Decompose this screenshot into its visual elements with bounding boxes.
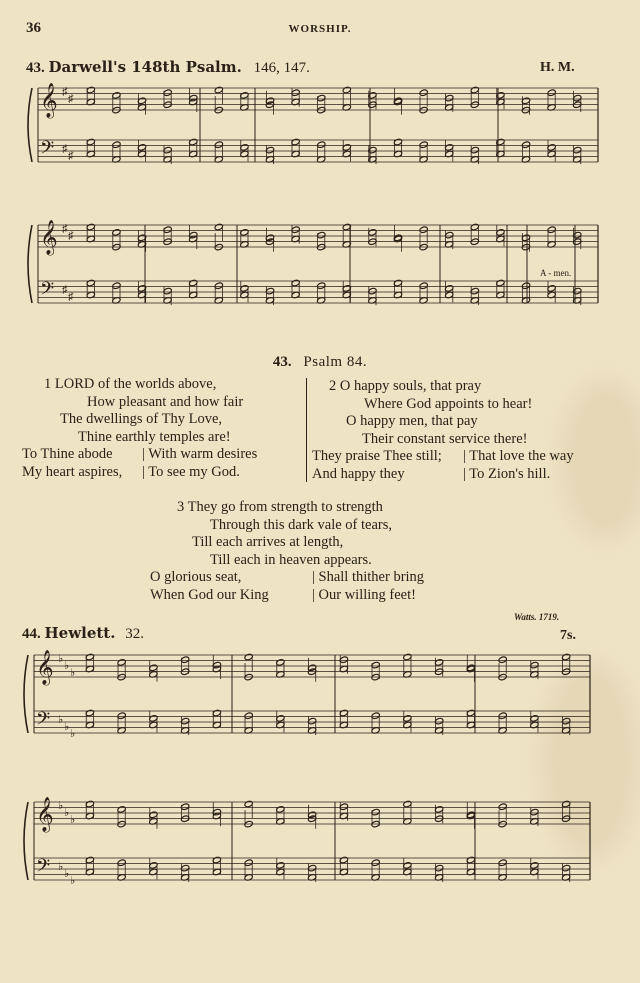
tune-44-meter: 7s.: [560, 628, 576, 643]
key-signature-icon: ♭: [64, 807, 70, 819]
key-signature-icon: ♯: [68, 93, 74, 105]
key-signature-icon: ♯: [62, 86, 68, 98]
key-signature-icon: ♯: [68, 150, 74, 162]
tune-44-heading: [22, 624, 144, 643]
verse-1: [22, 376, 257, 482]
verse-2-line: 2 O happy souls, that pray: [329, 378, 482, 394]
brace: [28, 88, 32, 162]
running-head: WORSHIP.: [288, 23, 352, 35]
treble-clef-icon: 𝄞: [36, 650, 54, 685]
verse-1-line: How pleasant and how fair: [87, 393, 244, 410]
verse-3-line: 3 They go from strength to strength: [177, 499, 383, 515]
brace: [28, 225, 32, 303]
key-signature-icon: ♭: [58, 861, 64, 873]
bass-clef-icon: 𝄢: [40, 279, 55, 304]
key-signature-icon: ♯: [62, 284, 68, 296]
verse-1-line: The dwellings of Thy Love,: [60, 411, 223, 428]
key-signature-icon: ♭: [58, 800, 64, 812]
page-number: 36: [26, 20, 41, 36]
verse-3-line: Through this dark vale of tears,: [210, 516, 393, 533]
key-signature-icon: ♭: [70, 875, 76, 887]
key-signature-icon: ♭: [64, 868, 70, 880]
psalm-heading: [0, 354, 640, 371]
key-signature-icon: ♭: [64, 660, 70, 672]
amen-lyric: A - men.: [540, 268, 572, 278]
key-signature-icon: ♭: [70, 667, 76, 679]
key-signature-icon: ♯: [68, 230, 74, 242]
verse-3-couplet: When God our King | Our willing feet!: [150, 586, 416, 603]
treble-clef-icon: 𝄞: [40, 83, 58, 118]
column-divider: [306, 378, 307, 482]
treble-clef-icon: 𝄞: [40, 220, 58, 255]
verse-2-couplet: They praise Thee still; | That love the way: [312, 448, 574, 465]
verse-3-line: Till each in heaven appears.: [210, 551, 372, 568]
tune-43-heading: [26, 58, 310, 77]
verse-2-couplet: And happy they | To Zion's hill.: [312, 465, 551, 482]
verse-1-couplet: My heart aspires, | To see my God.: [22, 463, 240, 480]
bass-clef-icon: 𝄢: [36, 709, 51, 734]
verse-2-line: O happy men, that pay: [346, 413, 478, 430]
verse-2: [312, 378, 574, 484]
key-signature-icon: ♭: [64, 721, 70, 733]
key-signature-icon: ♯: [62, 223, 68, 235]
psalm-title: Psalm 84.: [303, 354, 368, 370]
psalm-number: 43.: [272, 354, 292, 370]
tune-44-system-2: [0, 792, 640, 910]
key-signature-icon: ♭: [58, 714, 64, 726]
tune-43-name: Darwell's 148th Psalm.: [48, 58, 242, 76]
psalm-author: Watts. 1719.: [514, 612, 560, 622]
verse-2-line: Where God appoints to hear!: [364, 395, 533, 412]
brace: [24, 655, 28, 733]
key-signature-icon: ♯: [62, 143, 68, 155]
brace: [24, 802, 28, 880]
bass-clef-icon: 𝄢: [40, 138, 55, 163]
verse-3: [150, 499, 424, 605]
tune-43-hymns: 146, 147.: [253, 60, 310, 76]
bass-clef-icon: 𝄢: [36, 856, 51, 881]
tune-43-meter: H. M.: [540, 60, 575, 75]
tune-43-system-1: [0, 78, 640, 193]
tune-44-number: 44.: [22, 626, 41, 642]
verse-1-line: Thine earthly temples are!: [78, 428, 231, 445]
tune-44-name: Hewlett.: [44, 624, 116, 642]
tune-44-hymns: 32.: [125, 626, 144, 642]
key-signature-icon: ♯: [68, 291, 74, 303]
verse-3-couplet: O glorious seat, | Shall thither bring: [150, 569, 425, 586]
verse-1-couplet: To Thine abode | With warm desires: [22, 446, 258, 463]
key-signature-icon: ♭: [70, 728, 76, 740]
treble-clef-icon: 𝄞: [36, 797, 54, 832]
tune-44-system-1: [0, 645, 640, 763]
verse-2-line: Their constant service there!: [362, 430, 528, 447]
verse-1-line: 1 LORD of the worlds above,: [44, 376, 217, 392]
key-signature-icon: ♭: [58, 653, 64, 665]
tune-43-number: 43.: [26, 60, 45, 76]
verse-3-line: Till each arrives at length,: [192, 534, 344, 551]
key-signature-icon: ♭: [70, 814, 76, 826]
